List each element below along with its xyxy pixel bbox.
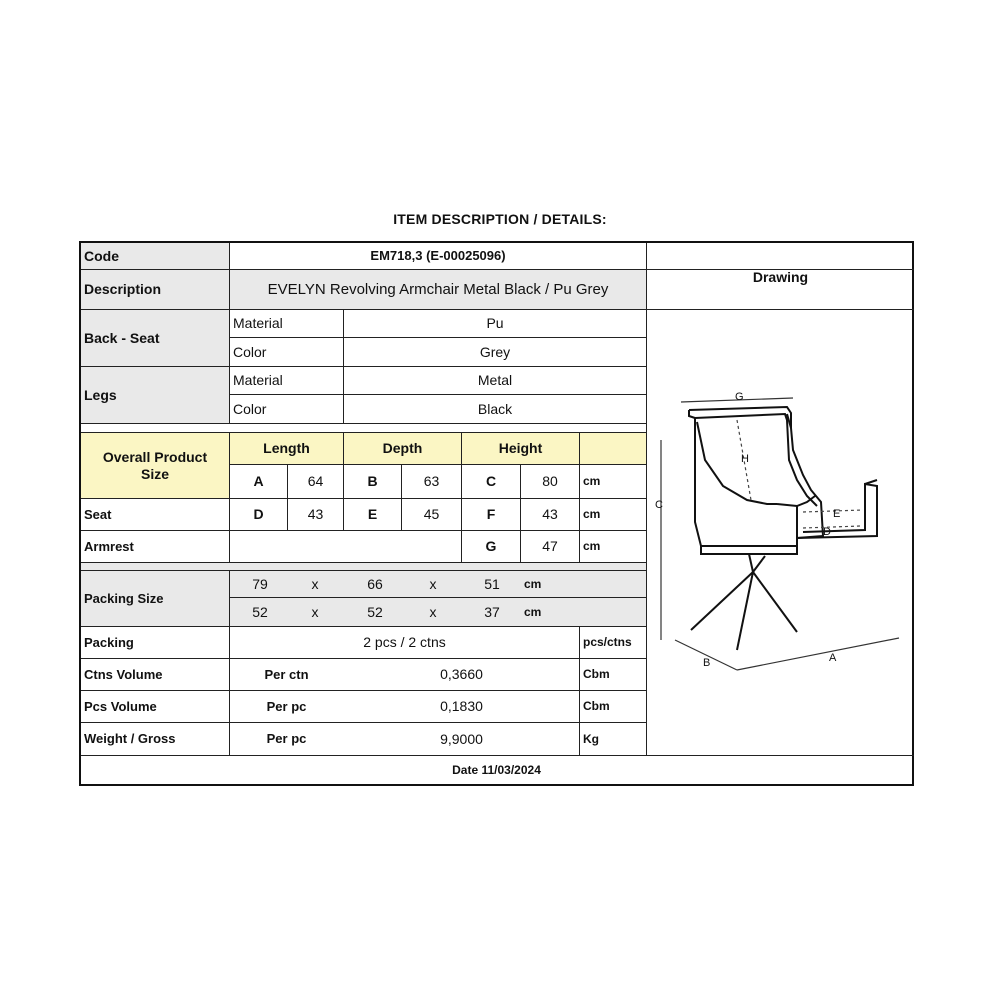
legs-material-label: Material xyxy=(233,372,283,389)
code-label: Code xyxy=(84,247,119,264)
dim-a-letter: A xyxy=(253,473,264,490)
armrest-unit: cm xyxy=(583,539,601,554)
pack1-x1: x xyxy=(311,575,319,592)
dim-d-letter: D xyxy=(253,506,264,523)
drawing-label-c: C xyxy=(655,499,663,511)
seat-unit: cm xyxy=(583,507,601,522)
drawing-label-b: B xyxy=(703,657,711,669)
dim-c-value: 80 xyxy=(542,473,558,490)
ctns-volume-unit: Cbm xyxy=(583,667,610,682)
back-seat-material: Pu xyxy=(486,315,504,332)
back-seat-material-label: Material xyxy=(233,315,283,332)
legs-color: Black xyxy=(477,400,513,417)
back-seat-color: Grey xyxy=(479,343,511,360)
date: Date 11/03/2024 xyxy=(452,762,541,777)
packing-value: 2 pcs / 2 ctns xyxy=(363,634,446,651)
drawing-label-a: A xyxy=(829,652,837,664)
dim-d-value: 43 xyxy=(307,506,324,523)
pack2-x2: x xyxy=(429,603,437,620)
description-value: EVELYN Revolving Armchair Metal Black / Pu Grey xyxy=(267,280,609,298)
pack1-b: 66 xyxy=(367,575,383,592)
pack2-a: 52 xyxy=(252,603,268,620)
pack2-unit: cm xyxy=(524,604,542,619)
chair-drawing xyxy=(647,310,914,755)
packing-size-label: Packing Size xyxy=(84,590,164,606)
pcs-volume-unit: Cbm xyxy=(583,699,610,714)
spec-table xyxy=(79,241,914,786)
armrest-label: Armrest xyxy=(84,538,134,554)
dim-e-letter: E xyxy=(367,506,378,523)
packing-unit: pcs/ctns xyxy=(583,635,632,650)
dim-g-letter: G xyxy=(485,538,497,555)
drawing-label: Drawing xyxy=(752,268,809,285)
pack2-c: 37 xyxy=(484,603,500,620)
pcs-volume-value: 0,1830 xyxy=(440,698,483,715)
dim-b-letter: B xyxy=(367,473,378,490)
dim-f-value: 43 xyxy=(542,506,558,523)
ctns-volume-per: Per ctn xyxy=(264,666,309,682)
drawing-label-e: E xyxy=(833,508,841,520)
pack1-c: 51 xyxy=(484,575,500,592)
pcs-volume-label: Pcs Volume xyxy=(84,698,157,714)
pack1-unit: cm xyxy=(524,576,542,591)
overall-size-label: Overall Product Size xyxy=(102,448,208,482)
legs-label: Legs xyxy=(84,386,117,403)
dim-b-value: 63 xyxy=(423,473,440,490)
height-header: Height xyxy=(498,440,543,457)
dim-e-value: 45 xyxy=(423,506,440,523)
pack1-a: 79 xyxy=(252,575,268,592)
dim-c-letter: C xyxy=(485,473,497,490)
weight-label: Weight / Gross xyxy=(84,731,176,747)
ctns-volume-value: 0,3660 xyxy=(440,666,483,683)
dim-g-value: 47 xyxy=(542,538,558,555)
drawing-label-d: D xyxy=(823,526,831,538)
pack1-x2: x xyxy=(429,575,437,592)
back-seat-label: Back - Seat xyxy=(84,329,160,346)
dim-a-value: 64 xyxy=(307,473,324,490)
pcs-volume-per: Per pc xyxy=(266,698,307,714)
drawing-label-h: H xyxy=(741,453,749,465)
pack2-x1: x xyxy=(311,603,319,620)
back-seat-color-label: Color xyxy=(233,343,267,360)
weight-unit: Kg xyxy=(583,731,599,746)
ctns-volume-label: Ctns Volume xyxy=(84,666,163,682)
legs-material: Metal xyxy=(477,372,513,389)
description-label: Description xyxy=(84,281,162,298)
packing-label: Packing xyxy=(84,634,134,650)
seat-label: Seat xyxy=(84,506,112,522)
dim-f-letter: F xyxy=(486,506,496,523)
length-header: Length xyxy=(263,440,310,457)
sheet-title: ITEM DESCRIPTION / DETAILS: xyxy=(393,211,607,227)
code-value: EM718,3 (E-00025096) xyxy=(370,248,506,264)
legs-color-label: Color xyxy=(233,400,267,417)
weight-value: 9,9000 xyxy=(440,730,483,747)
depth-header: Depth xyxy=(382,440,423,457)
overall-unit: cm xyxy=(583,474,601,489)
weight-per: Per pc xyxy=(266,731,307,747)
pack2-b: 52 xyxy=(367,603,383,620)
drawing-label-g: G xyxy=(735,391,744,403)
